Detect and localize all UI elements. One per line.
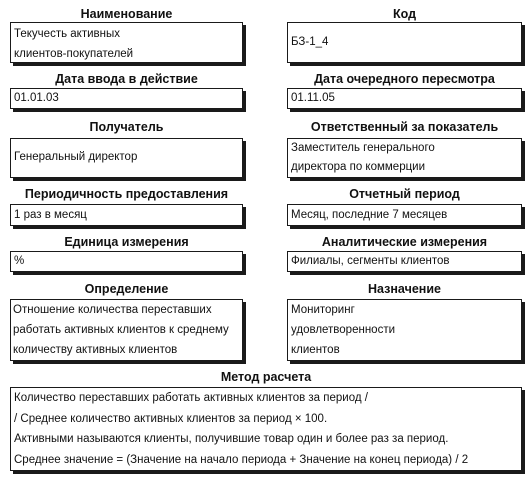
method-label: Метод расчета (220, 370, 312, 384)
code-field (287, 22, 522, 63)
definition-line-2: работать активных клиентов к среднему (13, 324, 229, 336)
next-review-value: 01.11.05 (291, 92, 335, 104)
next-review-label: Дата очередного пересмотра (314, 72, 495, 86)
definition-line-3: количеству активных клиентов (13, 344, 178, 356)
recipient-label: Получатель (89, 120, 164, 134)
dimensions-value: Филиалы, сегменты клиентов (291, 255, 450, 267)
responsible-line-2: директора по коммерции (291, 161, 426, 173)
frequency-value: 1 раз в месяц (14, 209, 87, 221)
next-review-field (287, 88, 522, 109)
recipient-field (10, 138, 243, 178)
method-line-1: Количество переставших работать активных клиентов за период / (14, 392, 368, 404)
purpose-line-1: Мониторинг (291, 304, 355, 316)
recipient-value: Генеральный директор (14, 151, 138, 163)
purpose-field (287, 299, 522, 361)
definition-field (10, 299, 243, 361)
method-line-3: Активными называются клиенты, получившие товар один и более раз за период. (14, 433, 449, 445)
unit-value: % (14, 255, 25, 267)
purpose-label: Назначение (368, 282, 441, 296)
responsible-label: Ответственный за показатель (310, 120, 499, 134)
frequency-label: Периодичность предоставления (24, 187, 229, 201)
start-date-label: Дата ввода в действие (55, 72, 198, 86)
dimensions-field (287, 251, 522, 272)
name-field (10, 22, 243, 63)
name-line-1: Текучесть активных (14, 28, 120, 40)
name-line-2: клиентов-покупателей (14, 48, 134, 60)
purpose-line-2: удовлетворенности (291, 324, 396, 336)
purpose-line-3: клиентов (291, 344, 340, 356)
unit-label: Единица измерения (64, 235, 189, 249)
reporting-period-label: Отчетный период (349, 187, 460, 201)
reporting-period-value: Месяц, последние 7 месяцев (291, 209, 448, 221)
dimensions-label: Аналитические измерения (321, 235, 488, 249)
definition-label: Определение (84, 282, 169, 296)
start-date-field (10, 88, 243, 109)
code-label: Код (392, 7, 417, 21)
definition-line-1: Отношение количества переставших (13, 304, 212, 316)
reporting-period-field (287, 204, 522, 226)
code-line-1: БЗ-1_4 (291, 36, 329, 48)
responsible-field (287, 138, 522, 178)
start-date-value: 01.01.03 (14, 92, 59, 104)
frequency-field (10, 204, 243, 226)
method-line-2: / Среднее количество активных клиентов за период × 100. (14, 412, 328, 425)
responsible-line-1: Заместитель генерального (291, 142, 435, 154)
name-label: Наименование (80, 7, 173, 21)
method-field (10, 387, 522, 471)
unit-field (10, 251, 243, 272)
method-line-4: Среднее значение = (Значение на начало периода + Значение на конец периода) / 2 (14, 453, 469, 466)
